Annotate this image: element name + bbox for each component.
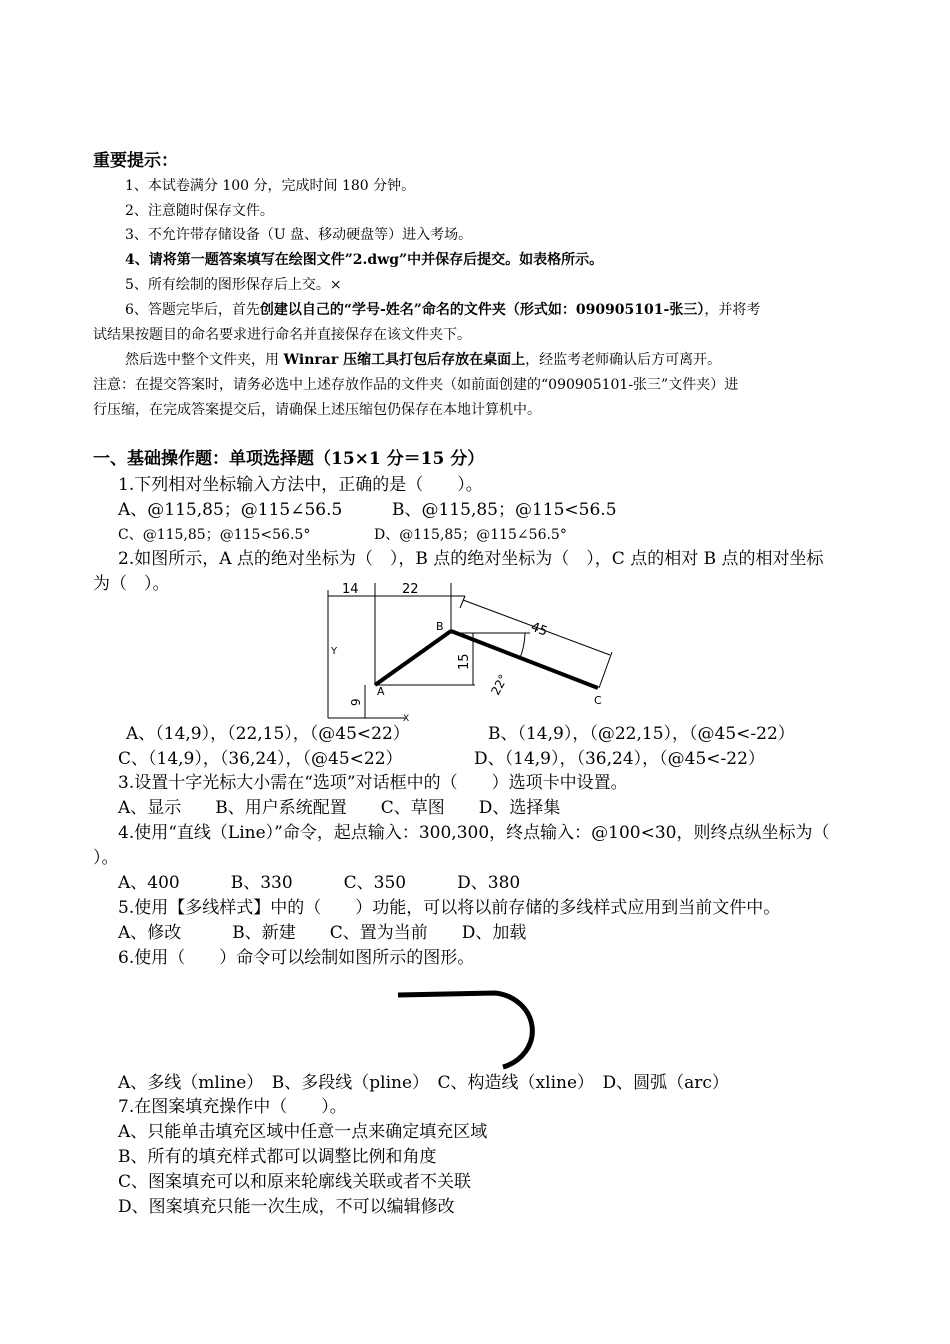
q1-option-a: A、@115,85；@115∠56.5 xyxy=(118,500,343,520)
notice-item-6-a: 6、答题完毕后，首先 xyxy=(125,302,260,318)
q7-option-d: D、图案填充只能一次生成，不可以编辑修改 xyxy=(118,1197,455,1217)
q2-dim-22: 22 xyxy=(402,582,419,597)
q2-angle-label: 22° xyxy=(488,672,511,698)
q1-option-c: C、@115,85；@115<56.5° xyxy=(118,527,311,543)
notice-zip-c: ，经监考老师确认后方可离开。 xyxy=(525,352,722,368)
q6-stem: 6.使用（ ）命令可以绘制如图所示的图形。 xyxy=(118,948,475,968)
q3-stem: 3.设置十字光标大小需在“选项”对话框中的（ ）选项卡中设置。 xyxy=(118,773,628,793)
q2-dim-45: 45 xyxy=(528,619,550,640)
notice-item-6-line2: 试结果按题目的命名要求进行命名并直接保存在该文件夹下。 xyxy=(93,327,471,343)
section1-title: 一、基础操作题：单项选择题（15×1 分＝15 分） xyxy=(93,449,485,469)
q4-stem-line2: ）。 xyxy=(93,848,119,868)
q2-stem-line1: 2.如图所示，A 点的绝对坐标为（ ），B 点的绝对坐标为（ ），C 点的相对 B 点的相对坐标 xyxy=(118,549,824,569)
notice-item-5: 5、所有绘制的图形保存后上交。× xyxy=(125,277,342,293)
q2-point-c: C xyxy=(594,694,602,707)
q1-option-d: D、@115,85；@115∠56.5° xyxy=(374,527,567,543)
q2-dim-9: 9 xyxy=(349,698,363,706)
q2-option-d: D、（14,9），（36,24），（@45<-22） xyxy=(474,749,765,769)
q2-point-a: A xyxy=(377,685,385,698)
q2-line-ab xyxy=(375,631,451,685)
notice-zip-b: Winrar 压缩工具打包后存放在桌面上 xyxy=(283,352,526,368)
q7-option-c: C、图案填充可以和原来轮廓线关联或者不关联 xyxy=(118,1172,472,1192)
notice-item-6-c: ，并将考 xyxy=(704,302,761,318)
q5-stem: 5.使用【多线样式】中的（ ）功能，可以将以前存储的多线样式应用到当前文件中。 xyxy=(118,898,781,918)
q7-option-b: B、所有的填充样式都可以调整比例和角度 xyxy=(118,1147,437,1167)
notice-zip-a: 然后选中整个文件夹，用 xyxy=(125,352,284,368)
q4-stem-line1: 4.使用“直线（Line）”命令，起点输入：300,300，终点输入：@100<30，则终点纵坐标为（ xyxy=(118,823,830,843)
q2-dim-15: 15 xyxy=(457,653,472,670)
q1-option-b: B、@115,85；@115<56.5 xyxy=(392,500,617,520)
notice-item-2: 2、注意随时保存文件。 xyxy=(125,203,274,219)
q6-figure xyxy=(395,985,555,1075)
q2-axis-y: Y xyxy=(331,646,338,657)
notice-note-line1: 注意：在提交答案时，请务必选中上述存放作品的文件夹（如前面创建的“090905101-张三”文件夹）进 xyxy=(93,377,739,393)
notice-item-6-b: 创建以自己的“学号-姓名”命名的文件夹（形式如：090905101-张三） xyxy=(259,302,705,318)
q2-dim-14: 14 xyxy=(342,582,359,597)
q3-options: A、显示 B、用户系统配置 C、草图 D、选择集 xyxy=(118,798,561,818)
q2-axis-x: X xyxy=(403,714,410,723)
q7-option-a: A、只能单击填充区域中任意一点来确定填充区域 xyxy=(118,1122,488,1142)
notice-note-line2: 行压缩，在完成答案提交后，请确保上述压缩包仍保存在本地计算机中。 xyxy=(93,402,541,418)
q2-stem-line2: 为（ ）。 xyxy=(93,574,170,594)
q1-option-c-wrap xyxy=(118,526,310,543)
q1-stem: 1.下列相对坐标输入方法中，正确的是（ ）。 xyxy=(118,475,483,495)
notice-zip-line xyxy=(125,353,721,367)
q2-point-b: B xyxy=(436,620,444,633)
q7-stem: 7.在图案填充操作中（ ）。 xyxy=(118,1097,347,1117)
q2-option-b: B、（14,9），（@22,15），（@45<-22） xyxy=(488,724,795,744)
q6-polyline-shape xyxy=(398,993,532,1067)
notice-item-1: 1、本试卷满分 100 分，完成时间 180 分钟。 xyxy=(125,178,416,194)
notice-title: 重要提示： xyxy=(93,151,178,171)
q4-options: A、400 B、330 C、350 D、380 xyxy=(118,873,521,893)
notice-item-6-line1 xyxy=(125,303,760,317)
q2-option-c: C、（14,9），（36,24），（@45<22） xyxy=(118,749,403,769)
q5-options: A、修改 B、新建 C、置为当前 D、加载 xyxy=(118,923,527,943)
notice-item-3: 3、不允许带存储设备（U 盘、移动硬盘等）进入考场。 xyxy=(125,227,473,243)
q2-option-a: A、（14,9），（22,15），（@45<22） xyxy=(126,724,410,744)
notice-item-4: 4、请将第一题答案填写在绘图文件”2.dwg”中并保存后提交。如表格所示。 xyxy=(125,252,604,268)
q2-figure xyxy=(320,578,620,723)
q6-options: A、多线（mline） B、多段线（pline） C、构造线（xline） D、圆弧（arc） xyxy=(118,1073,729,1093)
